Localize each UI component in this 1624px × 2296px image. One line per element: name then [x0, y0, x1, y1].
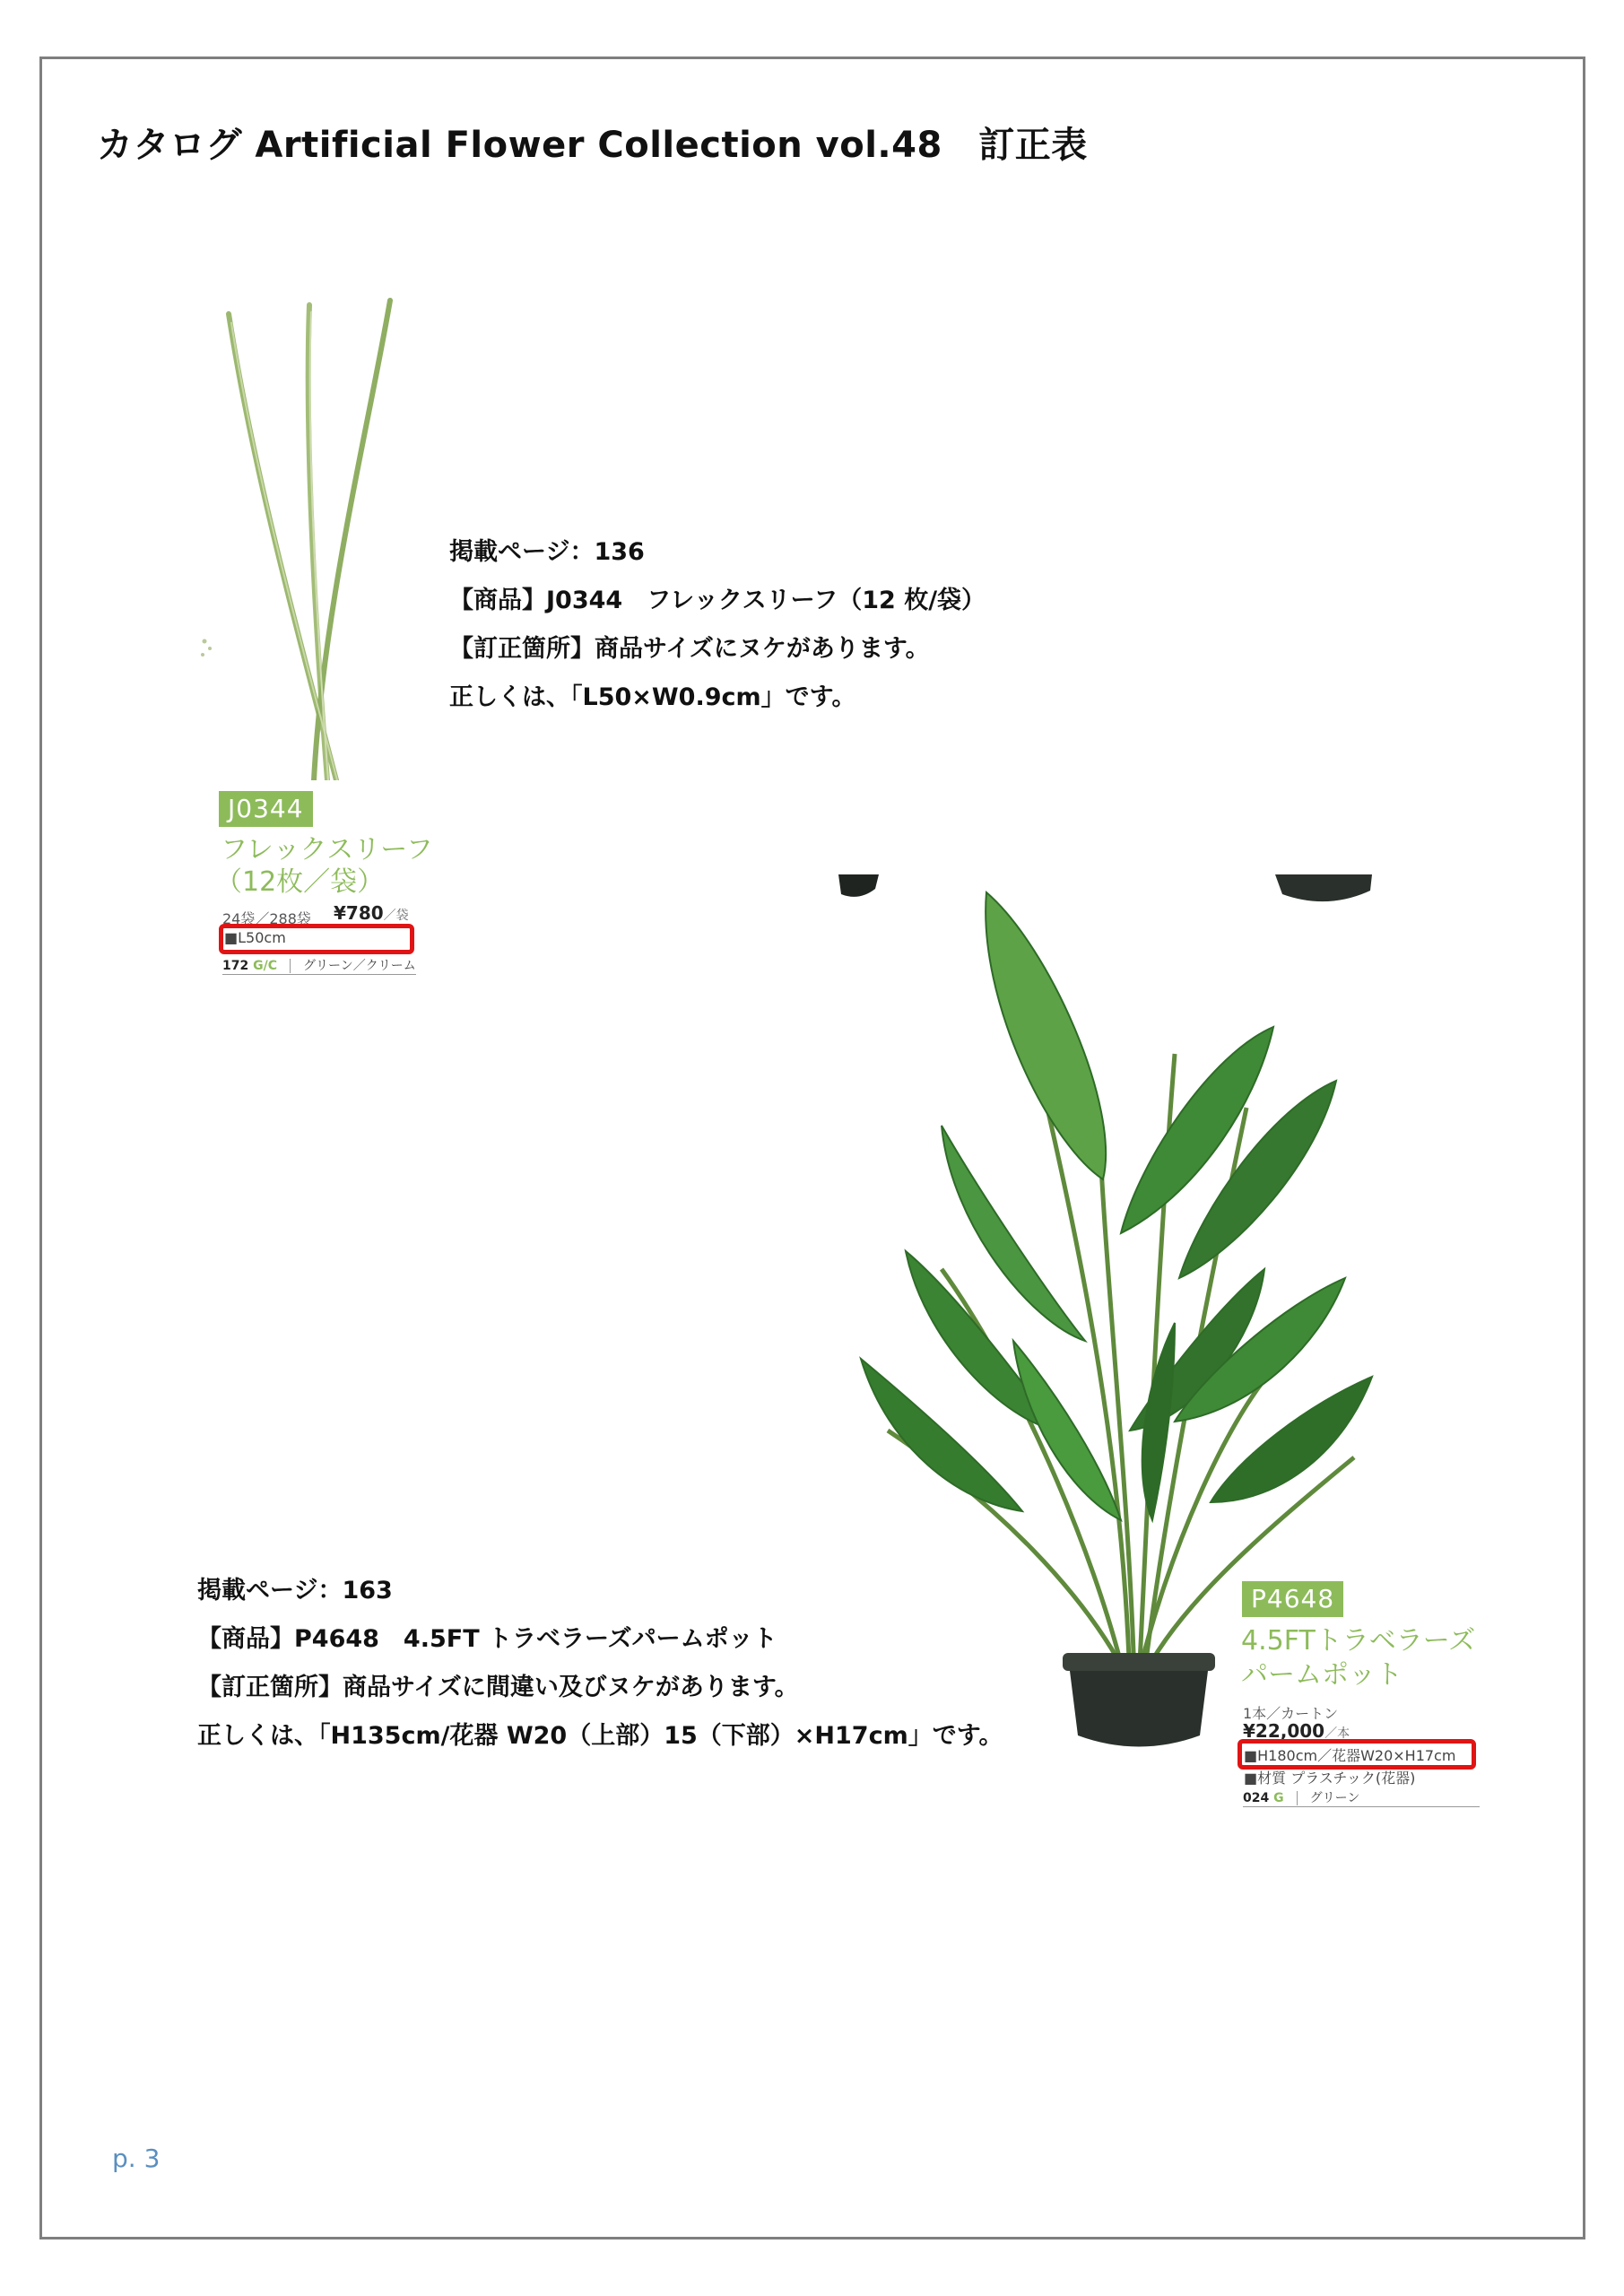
- flex-leaf-image: [188, 296, 413, 780]
- highlight-box: [1238, 1739, 1476, 1770]
- correction-location: 【訂正箇所】商品サイズにヌケがあります。: [449, 635, 930, 663]
- correction-location: 【訂正箇所】商品サイズに間違い及びヌケがあります。: [197, 1674, 799, 1701]
- correction-detail: 正しくは、「H135cm/花器 W20（上部）15（下部）×H17cm」です。: [197, 1722, 1003, 1750]
- product-name-line-2: パームポット: [1241, 1659, 1403, 1691]
- correction-page: 掲載ページ：136: [449, 538, 645, 566]
- product-name-line-2: （12枚／袋）: [215, 866, 385, 898]
- product-name-line-1: フレックスリーフ: [221, 834, 433, 865]
- price: [334, 902, 409, 924]
- correction-2: [197, 1567, 1003, 1761]
- color-row: [1243, 1788, 1480, 1807]
- price-value: ¥22,000: [1243, 1720, 1325, 1742]
- product-name-line-1: 4.5FTトラベラーズ: [1241, 1625, 1476, 1657]
- page-number: p. 3: [112, 2144, 161, 2173]
- packing-text: 24袋／288袋: [222, 910, 311, 927]
- packing-text: 1本／カートン: [1243, 1705, 1339, 1722]
- product-code-badge: J0344: [219, 791, 313, 827]
- color-name: グリーン: [1309, 1791, 1360, 1805]
- price-unit: ／本: [1324, 1726, 1350, 1741]
- price-value: ¥780: [334, 902, 384, 924]
- highlight-box: [219, 924, 414, 954]
- correction-page: 掲載ページ：163: [197, 1577, 393, 1605]
- color-name: グリーン／クリーム: [303, 959, 416, 973]
- color-row: [222, 956, 416, 975]
- spec-text: ■L50cm: [224, 929, 286, 946]
- color-code: 172 G/C: [222, 959, 277, 973]
- correction-product: 【商品】P4648 4.5FT トラベラーズパームポット: [197, 1625, 777, 1653]
- spec-text: ■H180cm／花器W20×H17cm: [1244, 1747, 1456, 1764]
- correction-1: [449, 528, 986, 722]
- page-title: カタログ Artificial Flower Collection vol.48 訂正表: [97, 125, 1088, 166]
- price-unit: ／袋: [383, 909, 409, 923]
- product-code-badge: P4648: [1242, 1581, 1343, 1617]
- material-text: ■材質 プラスチック(花器): [1244, 1770, 1416, 1787]
- correction-product: 【商品】J0344 フレックスリーフ（12 枚/袋）: [449, 587, 986, 614]
- correction-detail: 正しくは、「L50×W0.9cm」です。: [449, 683, 856, 711]
- color-code: 024 G: [1243, 1791, 1284, 1805]
